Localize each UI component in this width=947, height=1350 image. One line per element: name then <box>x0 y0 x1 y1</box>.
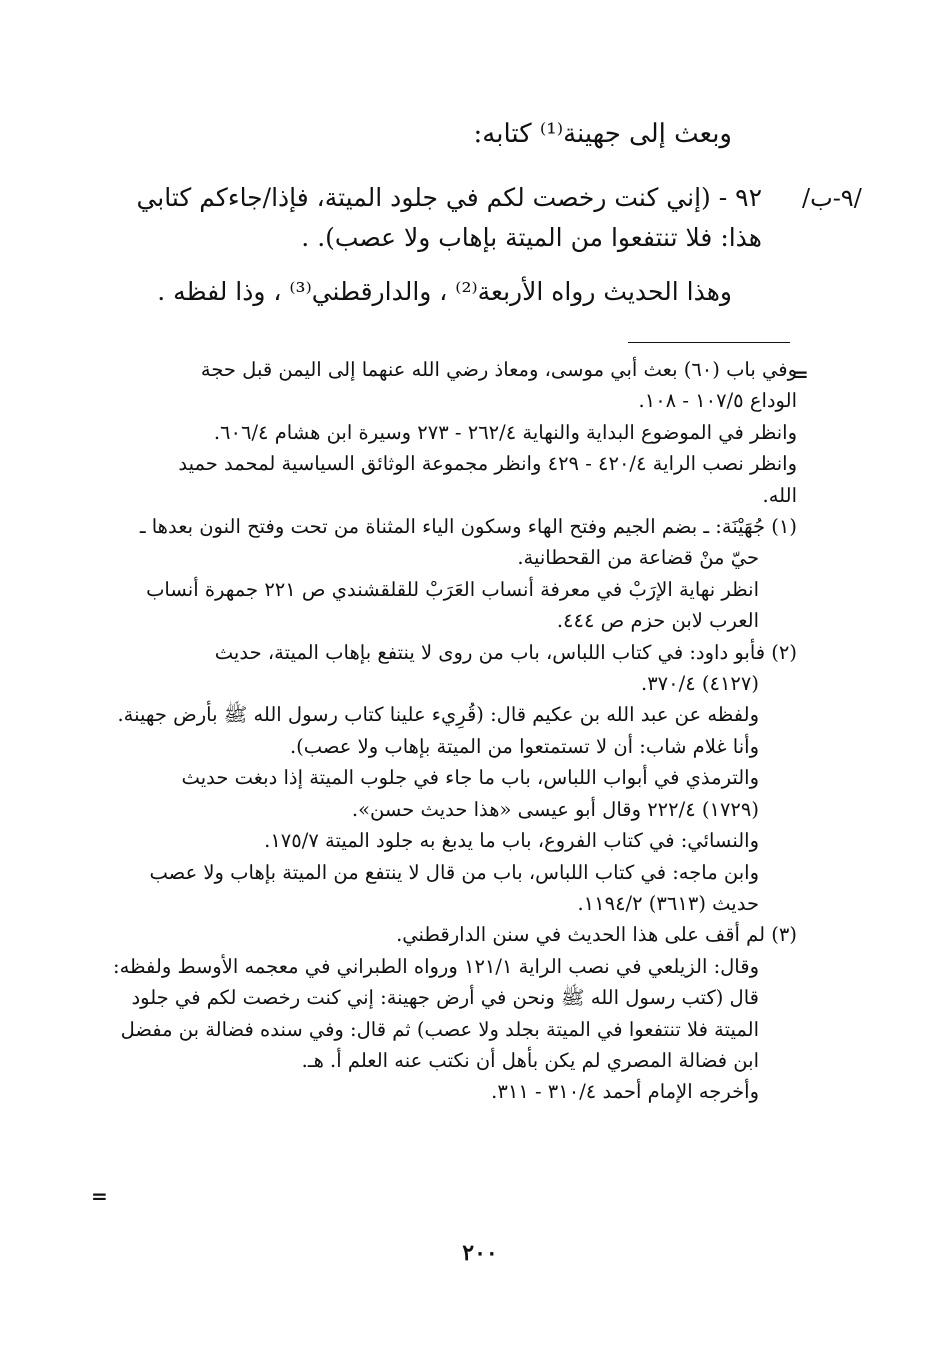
hadith-text <box>100 178 762 258</box>
footnote-line: وقال: الزيلعي في نصب الراية ١٢١/١ ورواه الطبراني في معجمه الأوسط ولفظه: <box>113 954 759 978</box>
footnote-line: وانظر نصب الراية ٤٢٠/٤ - ٤٢٩ وانظر مجموعة الوثائق السياسية لمحمد حميد <box>178 452 797 476</box>
footnote-line: ولفظه عن عبد الله بن عكيم قال: (قُرِيء علينا كتاب رسول الله ﷺ بأرض جهينة. <box>117 703 759 727</box>
footnote-line: (١٧٢٩) ٢٢٢/٤ وقال أبو عيسى «هذا حديث حسن». <box>351 797 759 821</box>
footnote-line: الميتة فلا تنتفعوا في الميتة بجلد ولا عصب) ثم قال: وفي سنده فضالة بن مفضل <box>120 1017 759 1041</box>
footnote-line: وأنا غلام شاب: أن لا تستمتعوا من الميتة بإهاب ولا عصب). <box>289 734 759 758</box>
footnote-line: (٤١٢٧) ٣٧٠/٤. <box>641 672 759 696</box>
continuation-marker-top: = <box>792 362 809 386</box>
footnote-line: (٣) لم أقف على هذا الحديث في سنن الدارقطني. <box>396 923 797 947</box>
footnote-line: العرب لابن حزم ص ٤٤٤. <box>556 609 759 633</box>
manuscript-folio-reference: /٩-ب/ <box>802 184 862 212</box>
continuation-marker-bottom: = <box>91 1184 108 1208</box>
footnote-line: حيّ منْ قضاعة من القحطانية. <box>517 546 759 570</box>
footnote-line: وأخرجه الإمام أحمد ٣١٠/٤ - ٣١١. <box>491 1080 759 1104</box>
footnote-line: والترمذي في أبواب اللباس، باب ما جاء في جلوب الميتة إذا دبغت حديث <box>181 766 759 790</box>
footnote-line: ابن فضالة المصري لم يكن بأهل أن نكتب عنه العلم أ. هـ. <box>301 1048 759 1072</box>
source-statement: وهذا الحديث رواه الأربعة⁽²⁾ ، والدارقطني⁽³⁾ ، وذا لفظه . <box>157 277 732 306</box>
footnote-line: وانظر في الموضوع البداية والنهاية ٢٦٢/٤ - ٢٧٣ وسيرة ابن هشام ٦٠٦/٤. <box>213 420 797 444</box>
footnote-line: والنسائي: في كتاب الفروع، باب ما يدبغ به جلود الميتة ١٧٥/٧. <box>264 829 759 853</box>
section-heading: وبعث إلى جهينة⁽¹⁾ كتابه: <box>473 119 732 149</box>
footnote-separator <box>628 342 790 343</box>
footnote-line: حديث (٣٦١٣) ١١٩٤/٢. <box>577 891 759 915</box>
footnotes <box>102 354 797 1108</box>
footnote-line: انظر نهاية الإرَبْ في معرفة أنساب العَرَبْ للقلقشندي ص ٢٢١ جمهرة أنساب <box>146 577 759 601</box>
page-number: ٢٠٠ <box>462 1240 498 1266</box>
hadith-line: ٩٢ - (إني كنت رخصت لكم في جلود الميتة، فإذا/جاءكم كتابي <box>136 183 762 212</box>
footnote-line: (١) جُهَيْنَة: ـ بضم الجيم وفتح الهاء وسكون الياء المثناة من تحت وفتح النون بعدها ـ <box>139 515 797 539</box>
hadith-line: هذا: فلا تنتفعوا من الميتة بإهاب ولا عصب). . <box>301 223 762 252</box>
footnote-line: قال (كتب رسول الله ﷺ ونحن في أرض جهينة: إني كنت رخصت لكم في جلود <box>131 986 759 1010</box>
footnote-line: الوداع ١٠٧/٥ - ١٠٨. <box>638 389 797 413</box>
footnote-line: الله. <box>762 483 797 507</box>
footnote-line: وابن ماجه: في كتاب اللباس، باب من قال لا ينتفع من الميتة بإهاب ولا عصب <box>149 860 759 884</box>
footnote-line: (٢) فأبو داود: في كتاب اللباس، باب من روى لا ينتفع بإهاب الميتة، حديث <box>214 640 797 664</box>
footnote-line: وفي باب (٦٠) بعث أبي موسى، ومعاذ رضي الله عنهما إلى اليمن قبل حجة <box>200 358 797 381</box>
